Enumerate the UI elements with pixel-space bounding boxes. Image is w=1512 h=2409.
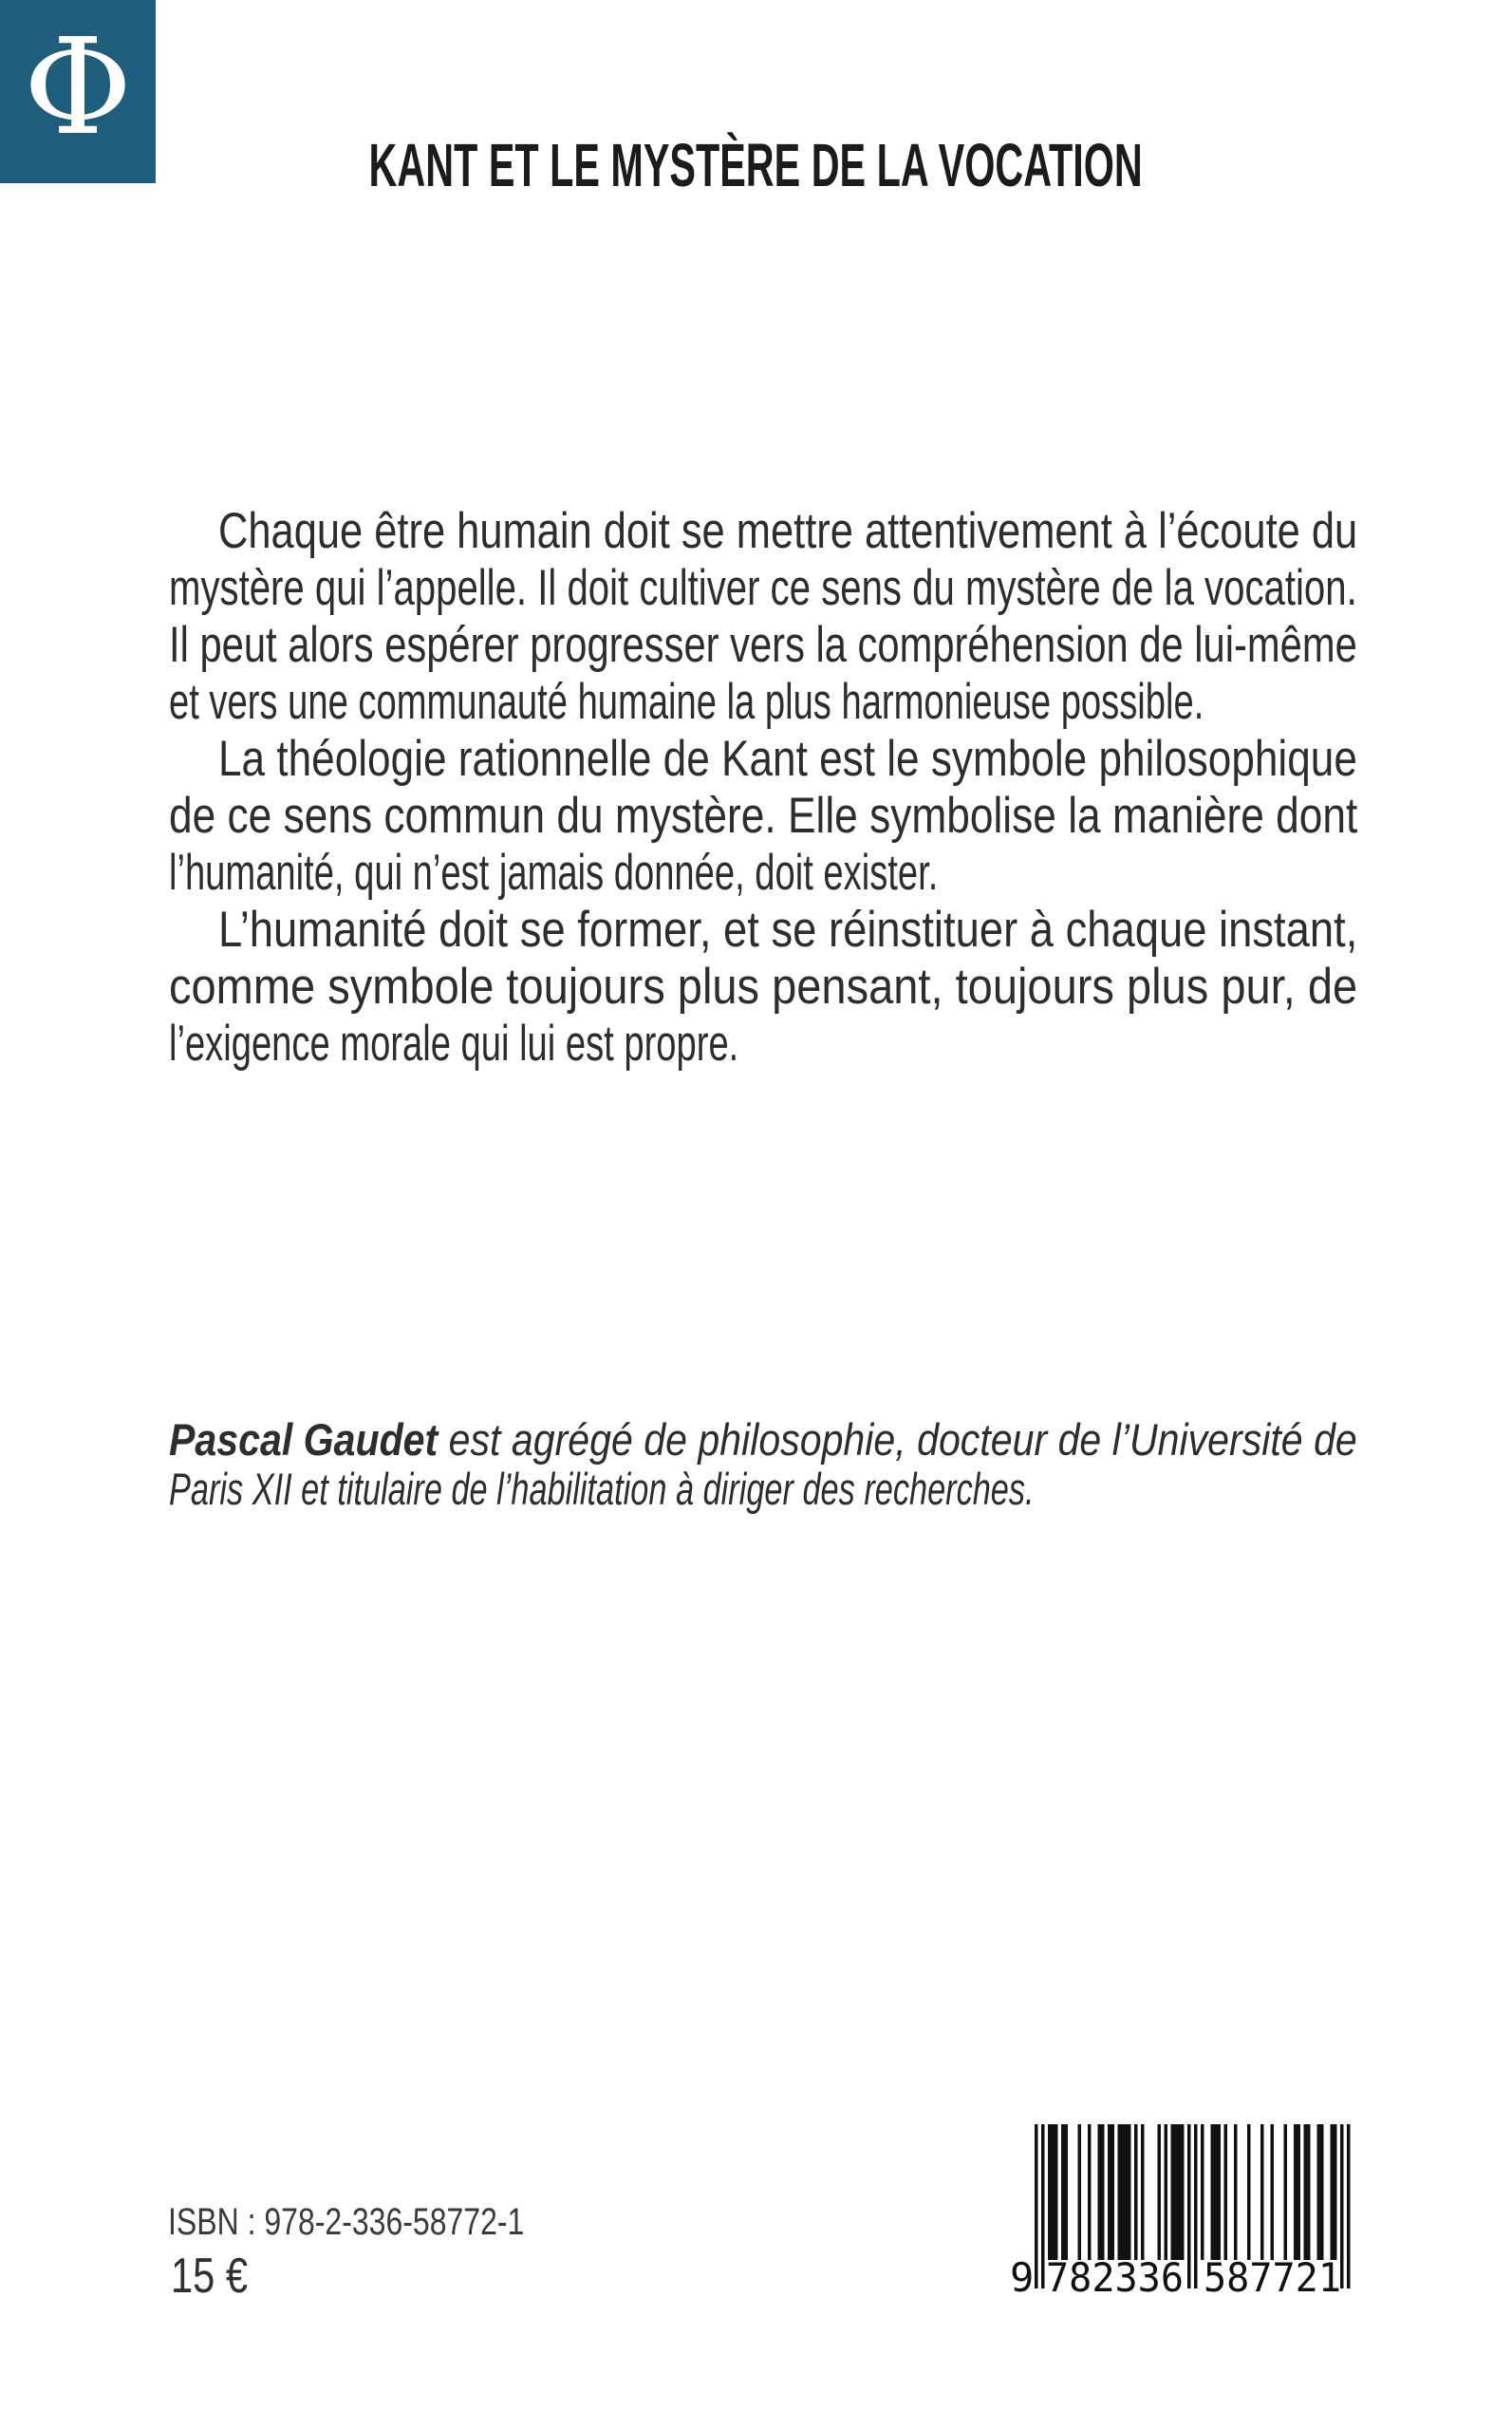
isbn-label: ISBN : 978-2-336-58772-1 [168, 2201, 525, 2243]
bio-row [169, 1415, 1357, 1465]
blurb-row [169, 902, 1357, 959]
back-cover-blurb [169, 503, 1357, 1073]
blurb-line: L’humanité doit se former, et se réinstituer à chaque instant, [218, 902, 1358, 958]
blurb-line: comme symbole toujours plus pensant, toujours plus pur, de [169, 959, 1358, 1015]
blurb-line: Chaque être humain doit se mettre attentivement à l’écoute du [218, 503, 1358, 559]
bio-text: est agrégé de philosophie, docteur de l’Université de [438, 1414, 1357, 1465]
price-label: 15 € [171, 2249, 248, 2304]
blurb-line: de ce sens commun du mystère. Elle symbolise la manière dont [169, 788, 1358, 844]
barcode-digit-group: 782336 [1046, 2254, 1184, 2301]
blurb-row [169, 959, 1357, 1016]
book-title: KANT ET LE MYSTÈRE DE LA VOCATION [368, 131, 1144, 199]
blurb-row [169, 617, 1357, 674]
barcode-digit-group: 9 [1010, 2254, 1035, 2301]
blurb-row [169, 1016, 1357, 1073]
bio-row [169, 1465, 1357, 1514]
phi-icon: Φ [23, 9, 133, 165]
blurb-row [169, 788, 1357, 845]
blurb-row [169, 560, 1357, 617]
blurb-line: La théologie rationnelle de Kant est le symbole philosophique [218, 731, 1357, 787]
blurb-row [169, 503, 1357, 560]
blurb-line: mystère qui l’appelle. Il doit cultiver ce sens du mystère de la vocation. [169, 560, 1357, 616]
barcode [1008, 2124, 1369, 2305]
blurb-line: l’humanité, qui n’est jamais donnée, doit exister. [169, 845, 939, 901]
author-bio [169, 1415, 1357, 1514]
blurb-line: et vers une communauté humaine la plus harmonieuse possible. [169, 674, 1204, 730]
blurb-line: Il peut alors espérer progresser vers la compréhension de lui-même [169, 617, 1357, 673]
bio-line: Paris XII et titulaire de l’habilitation à diriger des recherches. [169, 1464, 1035, 1514]
title-row [0, 131, 1512, 199]
blurb-row [169, 731, 1357, 788]
barcode-digit-group: 587721 [1204, 2254, 1341, 2301]
blurb-row [169, 674, 1357, 731]
blurb-line: l’exigence morale qui lui est propre. [169, 1016, 739, 1072]
author-name: Pascal Gaudet [169, 1414, 439, 1465]
bio-line [169, 1415, 1357, 1465]
blurb-row [169, 845, 1357, 902]
